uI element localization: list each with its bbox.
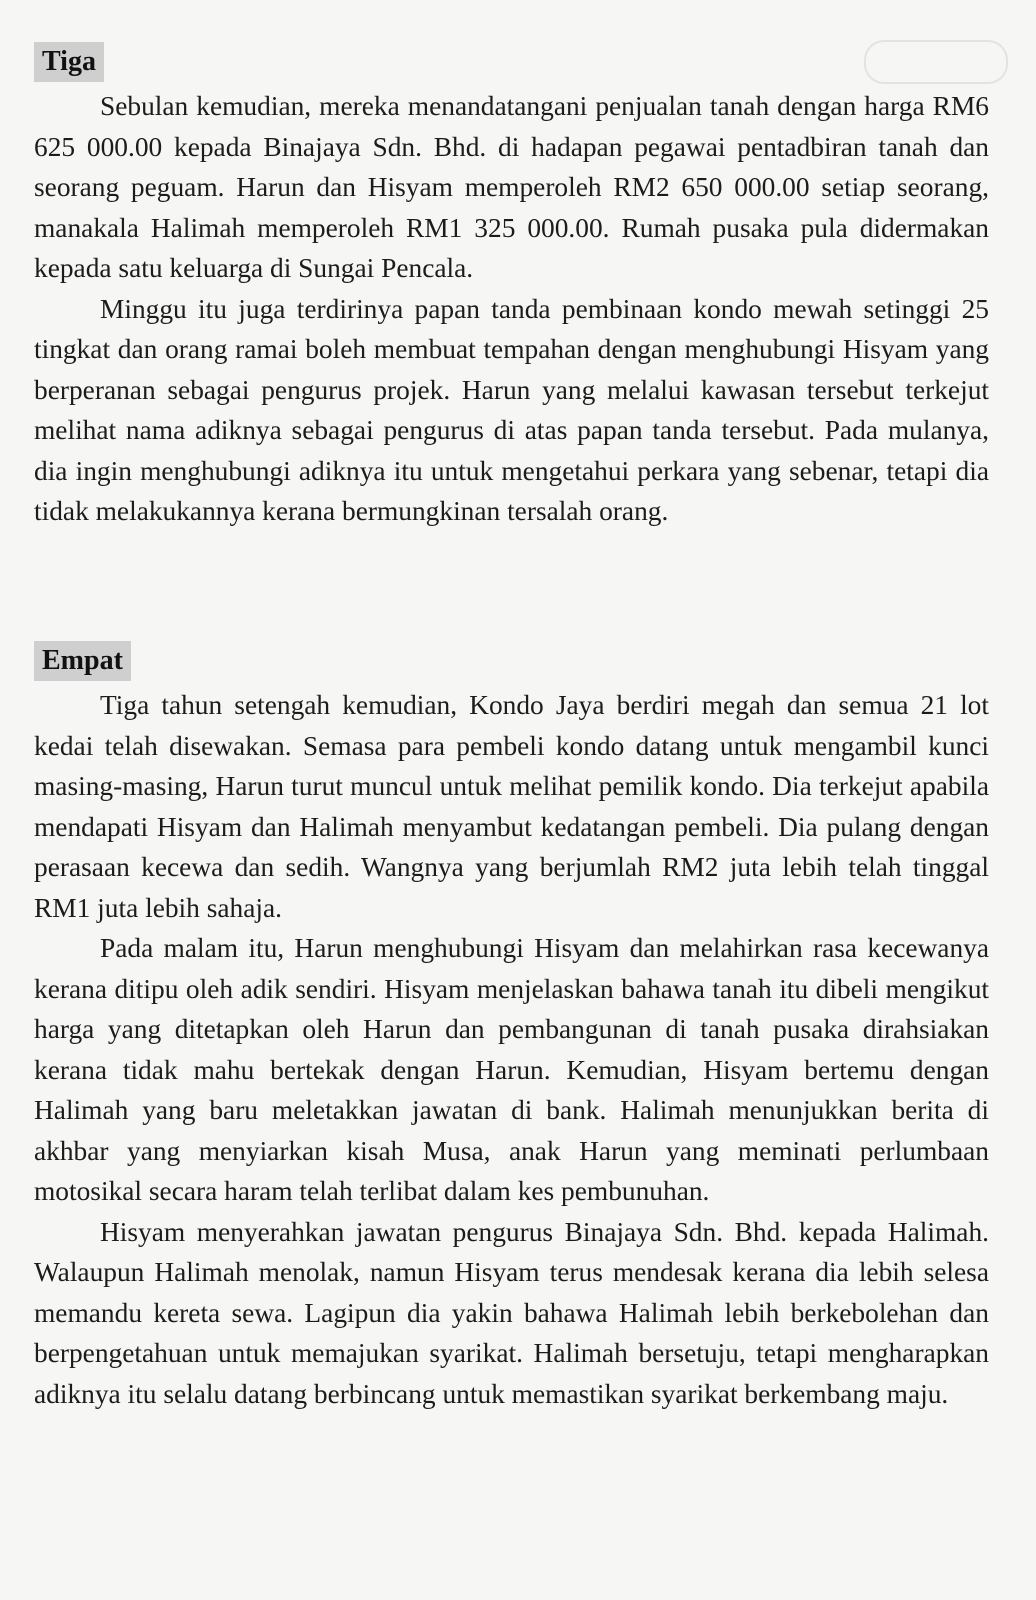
paragraph: Tiga tahun setengah kemudian, Kondo Jaya berdiri megah dan semua 21 lot kedai telah disewakan. Semasa para pembeli kondo datang untuk mengambil kunci masing-masing, Harun turut muncul untuk melihat pemilik kondo. Dia terkejut apabila mendapati Hisyam dan Halimah menyambut kedatangan pembeli. Dia pulang dengan perasaan kecewa dan sedih. Wangnya yang berjumlah RM2 juta lebih telah tinggal RM1 juta lebih sahaja. bbox=[34, 690, 989, 923]
section-empat bbox=[34, 641, 989, 1414]
section-heading: Empat bbox=[34, 641, 131, 681]
paragraph: Pada malam itu, Harun menghubungi Hisyam dan melahirkan rasa kecewanya kerana ditipu oleh adik sendiri. Hisyam menjelaskan bahawa tanah itu dibeli mengikut harga yang ditetapkan oleh Harun dan pembangunan di tanah pusaka dirahsiakan kerana tidak mahu bertekak dengan Harun. Kemudian, Hisyam bertemu dengan Halimah yang baru meletakkan jawatan di bank. Halimah menunjukkan berita di akhbar yang menyiarkan kisah Musa, anak Harun yang meminati perlumbaan motosikal secara haram telah terlibat dalam kes pembunuhan. bbox=[34, 933, 989, 1206]
section-heading: Tiga bbox=[34, 42, 104, 82]
section-tiga bbox=[34, 42, 989, 532]
paragraph: Minggu itu juga terdirinya papan tanda pembinaan kondo mewah setinggi 25 tingkat dan orang ramai boleh membuat tempahan dengan menghubungi Hisyam yang berperanan sebagai pengurus projek. Harun yang melalui kawasan tersebut terkejut melihat nama adiknya sebagai pengurus di atas papan tanda tersebut. Pada mulanya, dia ingin menghubungi adiknya itu untuk mengetahui perkara yang sebenar, tetapi dia tidak melakukannya kerana bermungkinan tersalah orang. bbox=[34, 293, 989, 526]
paragraph: Hisyam menyerahkan jawatan pengurus Binajaya Sdn. Bhd. kepada Halimah. Walaupun Halimah menolak, namun Hisyam terus mendesak kerana dia lebih selesa memandu kereta sewa. Lagipun dia yakin bahawa Halimah lebih berkebolehan dan berpengetahuan untuk memajukan syarikat. Halimah bersetuju, tetapi mengharapkan adiknya itu selalu datang berbincang untuk memastikan syarikat berkembang maju. bbox=[34, 1216, 989, 1409]
paragraph: Sebulan kemudian, mereka menandatangani penjualan tanah dengan harga RM6 625 000.00 kepada Binajaya Sdn. Bhd. di hadapan pegawai pentadbiran tanah dan seorang peguam. Harun dan Hisyam memperoleh RM2 650 000.00 setiap seorang, manakala Halimah memperoleh RM1 325 000.00. Rumah pusaka pula didermakan kepada satu keluarga di Sungai Pencala. bbox=[34, 91, 989, 283]
